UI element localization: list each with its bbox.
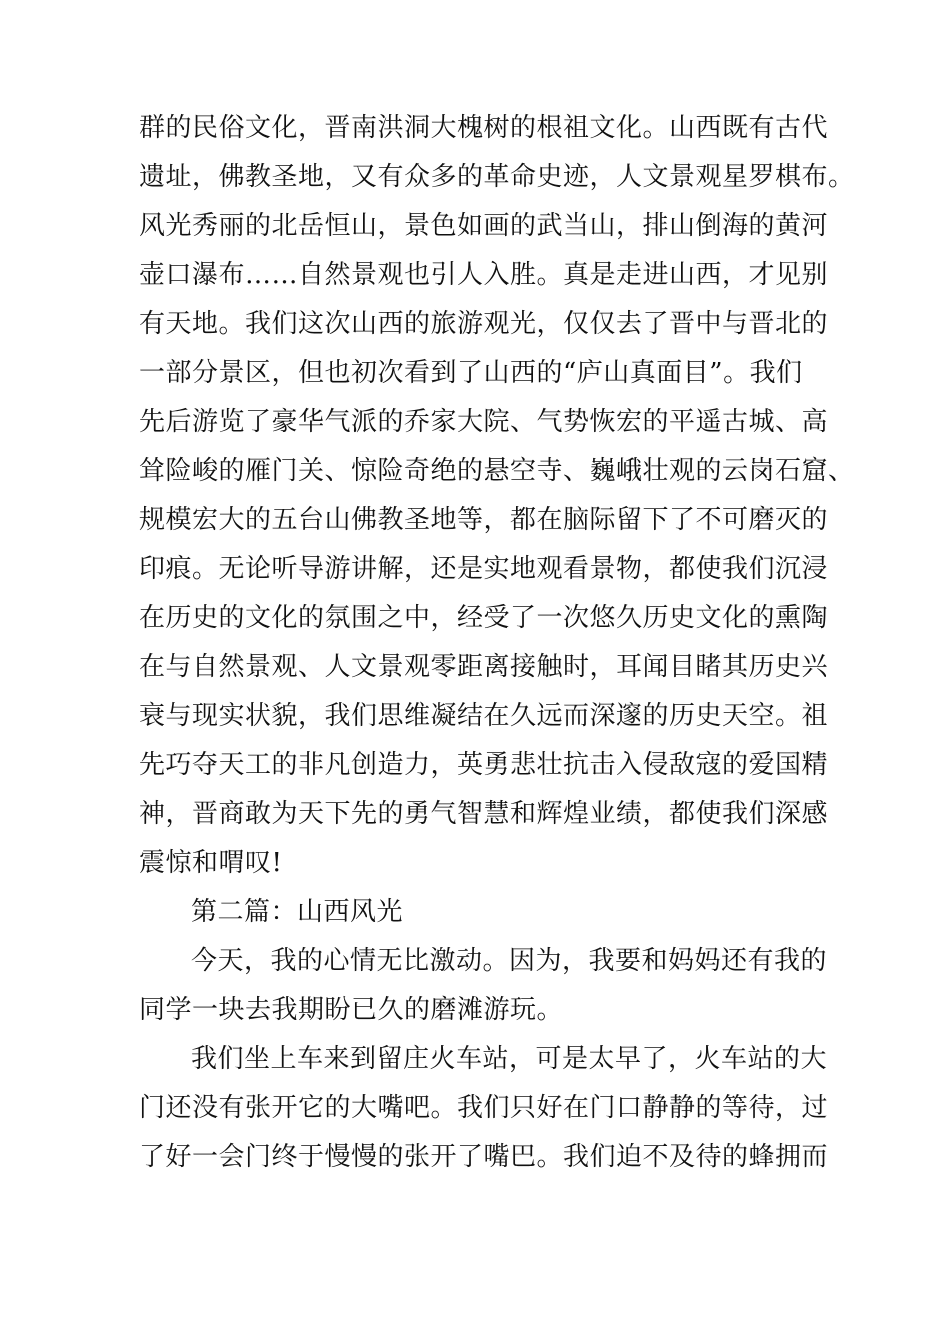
text-line: 一部分景区，但也初次看到了山西的“庐山真面目”。我们 (139, 358, 803, 388)
text-line: 风光秀丽的北岳恒山，景色如画的武当山，排山倒海的黄河 (139, 211, 829, 241)
text-line: 我们坐上车来到留庄火车站，可是太早了，火车站的大 (191, 1044, 828, 1074)
text-line: 有天地。我们这次山西的旅游观光，仅仅去了晋中与晋北的 (139, 309, 829, 339)
section-heading: 第二篇：山西风光 (191, 897, 404, 927)
text-line: 先后游览了豪华气派的乔家大院、气势恢宏的平遥古城、高 (139, 407, 829, 437)
text-line: 壶口瀑布……自然景观也引人入胜。真是走进山西，才见别 (139, 260, 829, 290)
text-line: 遗址，佛教圣地，又有众多的革命史迹，人文景观星罗棋布。 (139, 162, 855, 192)
text-line: 门还没有张开它的大嘴吧。我们只好在门口静静的等待，过 (139, 1093, 829, 1123)
text-line: 神，晋商敢为天下先的勇气智慧和辉煌业绩，都使我们深感 (139, 799, 829, 829)
text-line: 群的民俗文化，晋南洪洞大槐树的根祖文化。山西既有古代 (139, 113, 829, 143)
text-line: 震惊和喟叹! (139, 848, 283, 878)
text-line: 在历史的文化的氛围之中，经受了一次悠久历史文化的熏陶 (139, 603, 829, 633)
text-line: 今天，我的心情无比激动。因为，我要和妈妈还有我的 (191, 946, 828, 976)
text-line: 规模宏大的五台山佛教圣地等，都在脑际留下了不可磨灭的 (139, 505, 829, 535)
text-line: 在与自然景观、人文景观零距离接触时，耳闻目睹其历史兴 (139, 652, 829, 682)
text-line: 同学一块去我期盼已久的磨滩游玩。 (139, 995, 564, 1025)
text-line: 先巧夺天工的非凡创造力，英勇悲壮抗击入侵敌寇的爱国精 (139, 750, 829, 780)
text-line: 印痕。无论听导游讲解，还是实地观看景物，都使我们沉浸 (139, 554, 829, 584)
text-line: 衰与现实状貌，我们思维凝结在久远而深邃的历史天空。祖 (139, 701, 829, 731)
text-line: 耸险峻的雁门关、惊险奇绝的悬空寺、巍峨壮观的云岗石窟、 (139, 456, 855, 486)
text-line: 了好一会门终于慢慢的张开了嘴巴。我们迫不及待的蜂拥而 (139, 1142, 829, 1172)
